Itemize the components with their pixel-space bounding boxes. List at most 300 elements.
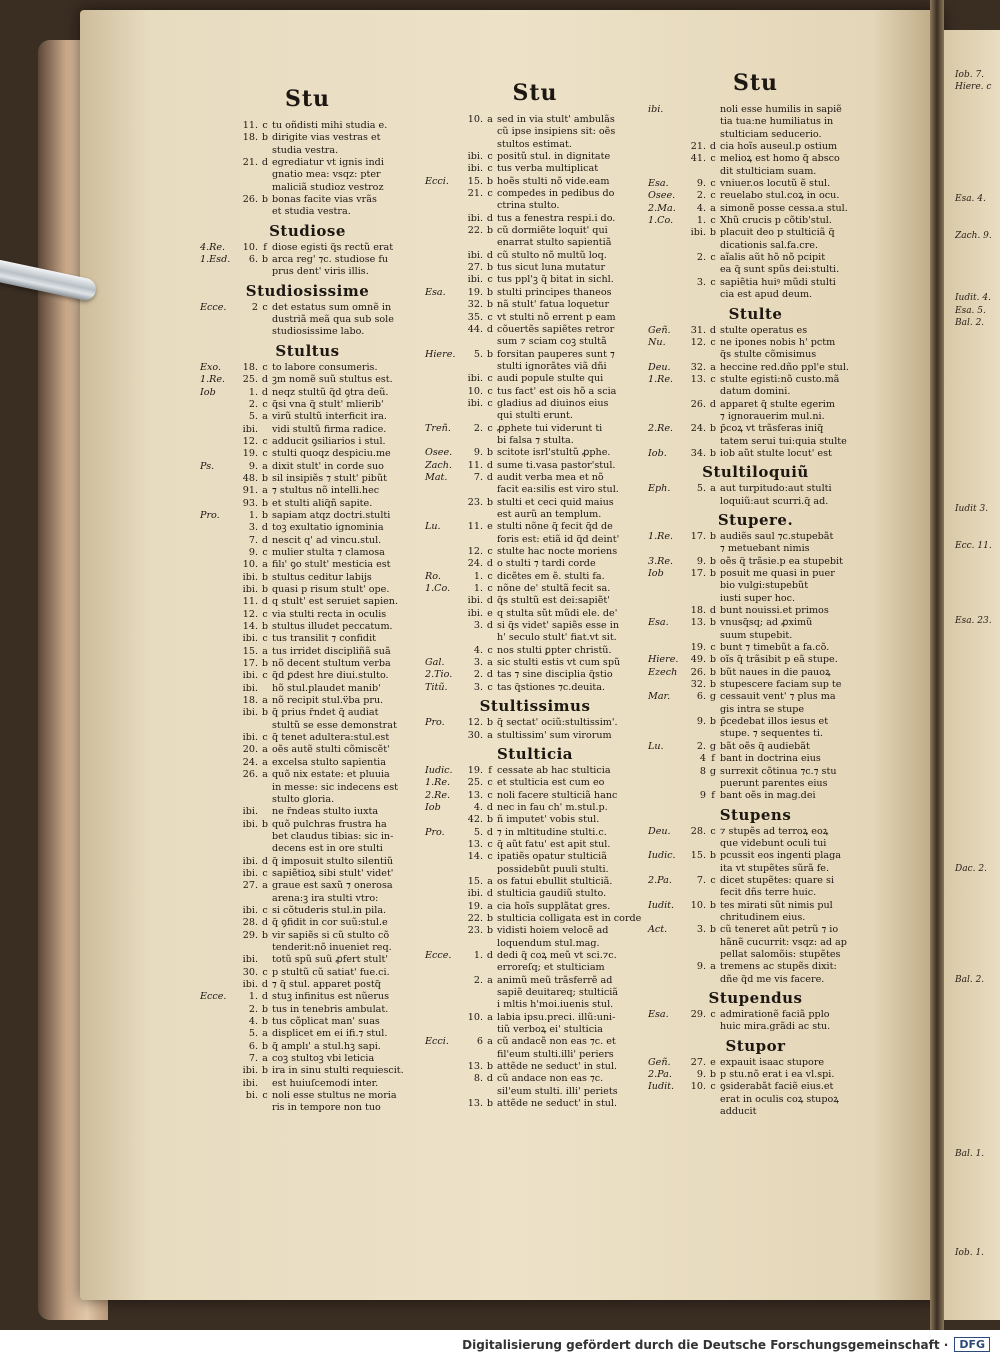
concordance-line <box>425 1012 645 1024</box>
book-reference: Ps. <box>200 460 215 472</box>
citation-text: ris in tempore non tuo <box>272 1102 381 1114</box>
chapter-number: 21. <box>690 141 706 153</box>
chapter-number: ibi. <box>690 227 706 239</box>
book-reference: 2.Pa. <box>648 1069 672 1081</box>
citation-text: positũ stul. in dignitate <box>497 151 611 163</box>
chapter-number: 10. <box>690 899 706 911</box>
book-reference <box>648 887 686 899</box>
book-reference <box>200 1053 238 1065</box>
book-reference <box>200 559 238 571</box>
section-letter: a <box>487 900 493 912</box>
facing-page-line: Iudit 3. <box>955 504 989 514</box>
concordance-line <box>200 169 415 181</box>
book-reference <box>200 1078 238 1090</box>
citation-text: reuelabo stul.coꝝ in ocu. <box>720 190 840 202</box>
chapter-number <box>238 182 258 194</box>
book-reference: Mat. <box>425 471 448 483</box>
citation-text: noli esse stultus ne moria <box>272 1090 397 1102</box>
section-letter: b <box>261 472 269 484</box>
chapter-number: 22. <box>467 912 483 924</box>
chapter-number: 15. <box>690 850 706 862</box>
book-gutter <box>930 0 944 1330</box>
section-letter: d <box>486 459 494 471</box>
chapter-number: 9. <box>696 1069 706 1081</box>
section-letter: a <box>262 645 268 657</box>
chapter-number: 19. <box>690 642 706 654</box>
book-reference <box>200 326 238 338</box>
concordance-line <box>425 987 645 999</box>
chapter-number <box>686 289 706 301</box>
chapter-number: 42. <box>467 814 483 826</box>
section-letter <box>706 289 720 301</box>
concordance-line <box>425 876 645 888</box>
book-reference: 2.Re. <box>648 423 674 435</box>
concordance-line <box>425 521 645 533</box>
book-reference: Ecci. <box>425 1036 449 1048</box>
concordance-line <box>425 950 645 962</box>
section-letter <box>706 436 720 448</box>
chapter-number: 15. <box>467 175 483 187</box>
chapter-number <box>686 104 706 116</box>
book-reference <box>200 707 238 719</box>
section-letter: c <box>487 583 493 595</box>
section-letter: c <box>262 732 268 744</box>
concordance-line <box>200 1078 415 1090</box>
section-letter: c <box>262 608 268 620</box>
section-letter <box>483 484 497 496</box>
citation-text: ne r̃ndeas stulto iuxta <box>272 806 379 818</box>
citation-text: datum domini. <box>720 386 791 398</box>
concordance-line <box>425 398 645 410</box>
book-reference <box>425 410 463 422</box>
book-reference <box>648 912 686 924</box>
book-reference: Ecci. <box>425 175 449 187</box>
citation-text: aut turpitudo:aut stulti <box>720 483 832 495</box>
section-letter <box>258 782 272 794</box>
citation-text: sapiẽ deuitareq; stulticiã <box>497 987 619 999</box>
book-reference <box>200 819 238 831</box>
book-reference <box>200 1004 238 1016</box>
section-letter: b <box>261 509 269 521</box>
concordance-line <box>200 145 415 157</box>
citation-text: dicationis sal.fa.cre. <box>720 239 818 251</box>
section-letter <box>483 237 497 249</box>
section-letter: b <box>261 132 269 144</box>
section-letter: a <box>487 114 493 125</box>
concordance-line <box>425 262 645 274</box>
chapter-number: 22. <box>467 225 483 237</box>
concordance-line <box>648 531 863 543</box>
book-reference <box>648 129 686 141</box>
chapter-number: 4. <box>473 801 483 813</box>
section-letter <box>706 1021 720 1033</box>
lemma-heading: Stulte <box>728 304 783 323</box>
concordance-line <box>425 163 645 175</box>
section-letter: c <box>710 276 716 288</box>
citation-text: stulti et ceci quid maius <box>497 496 614 508</box>
concordance-line <box>425 497 645 509</box>
concordance-line <box>425 657 645 669</box>
book-reference <box>200 609 238 621</box>
lemma-heading: Stupendus <box>708 989 803 1007</box>
concordance-line <box>200 856 415 868</box>
concordance-line <box>200 769 415 781</box>
chapter-number: 10. <box>467 385 483 397</box>
concordance-line <box>200 326 415 338</box>
citation-text: tus verba multiplicat <box>497 163 599 175</box>
book-reference <box>425 987 463 999</box>
chapter-number: 17. <box>690 530 706 542</box>
citation-text: prus dent' viris illis. <box>272 266 369 278</box>
citation-text: q̃si vna q̃ stult' mlierib' <box>272 398 384 410</box>
concordance-line <box>200 917 415 929</box>
concordance-line <box>648 1021 863 1033</box>
section-letter: c <box>262 966 268 978</box>
citation-text: simonẽ posse cessa.a stul. <box>720 202 848 214</box>
book-reference <box>200 942 238 954</box>
book-reference: Gal. <box>425 657 445 669</box>
book-reference <box>648 630 686 642</box>
funding-credit: Digitalisierung gefördert durch die Deutsche Forschungsgemeinschaft · <box>462 1337 949 1352</box>
section-letter <box>706 1106 720 1118</box>
concordance-line <box>200 967 415 979</box>
section-letter: c <box>487 397 493 409</box>
citation-text: quõ nix estate: et pluuia <box>272 769 390 781</box>
citation-text: loquendum stul.mag. <box>497 937 600 949</box>
chapter-number <box>463 126 483 138</box>
column-3 <box>648 70 863 1118</box>
citation-text: fil'eum stulti.illi' periers <box>497 1048 614 1060</box>
lemma-heading: Studiose <box>269 221 346 240</box>
column-running-head: Stu <box>284 86 331 112</box>
concordance-line <box>200 1053 415 1065</box>
book-reference: Hiere. <box>648 654 679 666</box>
section-letter: c <box>487 373 493 385</box>
book-reference: Iob <box>425 801 441 813</box>
chapter-number: 3. <box>696 276 706 288</box>
chapter-number <box>238 206 258 218</box>
section-letter: a <box>262 1028 268 1040</box>
chapter-number <box>686 1094 706 1106</box>
section-letter: b <box>709 530 717 542</box>
chapter-number <box>238 843 258 855</box>
chapter-number: 19. <box>242 448 258 460</box>
section-letter <box>706 593 720 605</box>
citation-text: bi falsa ⁊ stulta. <box>497 434 574 446</box>
book-reference <box>200 485 238 497</box>
concordance-line <box>200 646 415 658</box>
chapter-number: 10. <box>467 1011 483 1023</box>
citation-text: sil insipiẽs ⁊ stult' pibũt <box>272 472 387 484</box>
section-letter <box>706 104 720 116</box>
section-letter <box>706 912 720 924</box>
book-reference <box>425 274 463 286</box>
book-reference <box>425 250 463 262</box>
book-reference <box>425 262 463 274</box>
chapter-number: ibi. <box>242 633 258 645</box>
citation-text: stuꝫ infinitus est nũerus <box>272 991 390 1003</box>
book-reference: Iudit. <box>648 899 675 911</box>
chapter-number: 5. <box>248 411 258 423</box>
citation-text: to labore consumeris. <box>272 361 378 373</box>
section-letter: b <box>486 299 494 311</box>
concordance-line <box>425 864 645 876</box>
chapter-number: 5. <box>473 348 483 360</box>
citation-text: q̃ tenet adultera:stul.est <box>272 732 390 744</box>
concordance-line <box>648 362 863 374</box>
concordance-line <box>425 999 645 1011</box>
book-reference: Mar. <box>648 691 671 703</box>
citation-text: bet claudus tibias: sic in- <box>272 830 394 842</box>
book-reference <box>425 558 463 570</box>
citation-text: stulti principes thaneos <box>497 286 612 298</box>
concordance-line <box>200 254 415 266</box>
section-letter: b <box>709 617 717 629</box>
section-letter: d <box>261 979 269 990</box>
concordance-line <box>425 913 645 925</box>
book-reference: 2.Pa. <box>648 874 672 886</box>
chapter-number: 10. <box>690 1081 706 1093</box>
chapter-number: 6. <box>248 1040 258 1052</box>
concordance-line <box>200 843 415 855</box>
book-reference <box>648 252 686 264</box>
citation-text: neqz stultũ q̃d ꝯtra deũ. <box>272 386 389 398</box>
concordance-line <box>648 863 863 875</box>
book-reference: 1.Co. <box>648 215 674 227</box>
section-letter: c <box>262 633 268 645</box>
book-reference <box>200 1016 238 1028</box>
concordance-line <box>648 642 863 654</box>
section-letter: b <box>709 447 717 459</box>
concordance-line <box>648 129 863 141</box>
chapter-number <box>686 580 706 592</box>
concordance-line <box>648 704 863 716</box>
chapter-number: 20. <box>242 744 258 756</box>
citation-text: vnusq̃sq; ad ꝓximũ <box>720 617 813 629</box>
chapter-number: 9. <box>696 961 706 973</box>
citation-text: sapiẽtioꝝ sibi stult' videt' <box>272 867 394 879</box>
section-letter: c <box>487 777 493 789</box>
citation-text: nos stulti ꝑpter christũ. <box>497 644 612 656</box>
citation-text: nõ recipit stul.v̈ba pru. <box>272 695 384 707</box>
book-reference <box>200 498 238 510</box>
book-reference <box>648 778 686 790</box>
book-reference <box>200 658 238 670</box>
concordance-line <box>648 937 863 949</box>
section-letter: a <box>710 961 716 973</box>
section-letter: b <box>709 679 717 691</box>
citation-text: dixit stult' in corde suo <box>272 460 384 472</box>
chapter-number <box>686 264 706 276</box>
chapter-number: 2. <box>696 740 706 752</box>
citation-text: ⁊ metuebant nimis <box>720 543 810 555</box>
book-reference <box>648 289 686 301</box>
citation-text: ea q̃ sunt spũs dei:stulti. <box>720 264 840 276</box>
citation-text: et studia vestra. <box>272 206 351 218</box>
concordance-line <box>648 1009 863 1021</box>
chapter-number: 3. <box>473 681 483 693</box>
concordance-line <box>648 436 863 448</box>
chapter-number: ibi. <box>242 1077 258 1089</box>
section-letter: b <box>486 286 494 298</box>
section-letter: a <box>487 1036 493 1048</box>
chapter-number: 26. <box>242 769 258 781</box>
concordance-line <box>200 621 415 633</box>
lemma-heading: Stultissimus <box>479 697 591 716</box>
book-reference <box>200 757 238 769</box>
lemma-heading: Stulticia <box>496 744 574 763</box>
book-reference <box>425 1061 463 1073</box>
citation-text: et stulticia est cum eo <box>497 777 605 789</box>
citation-text: tas ⁊ sine disciplia q̃stio <box>497 669 613 681</box>
section-letter: d <box>486 558 494 570</box>
section-letter: a <box>262 559 268 571</box>
concordance-line <box>425 299 645 311</box>
book-reference: Treñ. <box>425 422 451 434</box>
citation-text: diose egisti q̃s rectũ erat <box>272 241 394 253</box>
citation-text: et stulti aliq̃ñ sapite. <box>272 497 373 509</box>
concordance-line <box>425 1049 645 1061</box>
citation-text: oẽs q̃ trãsie.p ea stupebit <box>720 555 843 567</box>
citation-text: bonas facite vias vrãs <box>272 194 377 206</box>
book-reference <box>648 141 686 153</box>
section-letter: c <box>262 448 268 460</box>
book-reference: 1.Re. <box>648 373 674 385</box>
concordance-line <box>648 753 863 765</box>
section-letter: c <box>710 252 716 264</box>
citation-text: vidi stultũ firma radice. <box>272 423 387 435</box>
citation-text: bunt ⁊ timebũt a fa.cõ. <box>720 642 830 654</box>
book-reference <box>425 163 463 175</box>
citation-text: cũ ipse insipiens sit: oẽs <box>497 126 616 138</box>
book-reference: Ecce. <box>200 991 227 1003</box>
section-letter <box>483 1024 497 1036</box>
chapter-number: 19. <box>467 286 483 298</box>
concordance-line <box>425 717 645 729</box>
section-letter: c <box>487 838 493 850</box>
citation-text: sapiẽtia huiꝰ mũdi stulti <box>720 276 836 288</box>
chapter-number: 31. <box>690 324 706 336</box>
citation-text: chritudinem eius. <box>720 911 806 923</box>
chapter-number: 23. <box>467 925 483 937</box>
section-letter: d <box>709 141 717 153</box>
chapter-number <box>686 411 706 423</box>
chapter-number <box>686 887 706 899</box>
section-letter: b <box>709 850 717 862</box>
section-letter <box>706 240 720 252</box>
book-reference <box>200 868 238 880</box>
concordance-line <box>200 633 415 645</box>
section-letter <box>706 863 720 875</box>
citation-text: sil'eum stulti. illi' periets <box>497 1085 618 1097</box>
concordance-line <box>648 1081 863 1093</box>
concordance-line <box>200 485 415 497</box>
section-letter <box>258 942 272 954</box>
book-reference <box>200 831 238 843</box>
concordance-line <box>425 925 645 937</box>
citation-text: bant oẽs in mag.dei <box>720 790 816 802</box>
book-reference: Iob <box>200 386 216 398</box>
concordance-line <box>648 277 863 289</box>
chapter-number: 21. <box>242 157 258 169</box>
chapter-number <box>463 484 483 496</box>
citation-text: stultus illudet peccatum. <box>272 621 393 633</box>
citation-text: stulti nõne q̃ fecit q̃d de <box>497 521 613 533</box>
lemma-heading: Stupere. <box>717 510 794 529</box>
citation-text: h' seculo stult' fiat.vt sit. <box>497 632 617 644</box>
section-letter: b <box>709 924 717 936</box>
book-reference <box>425 864 463 876</box>
citation-text: q stulta sũt mũdi ele. de' <box>497 607 618 619</box>
book-reference <box>425 336 463 348</box>
section-letter: c <box>710 178 716 190</box>
citation-text: q̃ sectat' ociũ:stultissim'. <box>497 717 618 729</box>
concordance-line <box>200 535 415 547</box>
facing-page-line: Zach. 9. <box>955 231 992 242</box>
section-letter: d <box>261 596 269 608</box>
concordance-line <box>648 178 863 190</box>
book-reference <box>425 608 463 620</box>
section-letter: b <box>486 814 494 826</box>
citation-text: p stultũ cũ satiat' fue.ci. <box>272 966 390 978</box>
concordance-line <box>200 1065 415 1077</box>
citation-text: vidisti hoiem velocẽ ad <box>497 925 609 937</box>
book-reference <box>200 646 238 658</box>
chapter-number: 3. <box>473 657 483 669</box>
book-reference <box>648 704 686 716</box>
book-reference <box>425 1012 463 1024</box>
section-letter: g <box>709 740 717 752</box>
section-letter: c <box>710 336 716 348</box>
book-reference <box>425 938 463 950</box>
concordance-line <box>200 522 415 534</box>
section-letter <box>483 361 497 373</box>
citation-text: stultũ se esse demonstrat <box>272 719 397 731</box>
section-letter: g <box>709 691 717 703</box>
section-letter: d <box>261 991 269 1003</box>
concordance-line <box>425 386 645 398</box>
citation-text: hõ stul.plaudet manib' <box>272 682 381 694</box>
concordance-line <box>648 850 863 862</box>
chapter-number <box>463 1049 483 1061</box>
facing-page-line: Esa. 5. <box>955 305 986 316</box>
chapter-number <box>686 838 706 850</box>
chapter-number <box>686 496 706 508</box>
concordance-line <box>425 250 645 262</box>
facing-page-line: Ecc. 11. <box>955 541 992 552</box>
section-letter: f <box>263 241 267 253</box>
book-reference: Esa. <box>648 1009 669 1020</box>
book-reference <box>200 1090 238 1102</box>
section-letter <box>258 954 272 966</box>
concordance-line <box>648 679 863 691</box>
section-letter: b <box>709 568 717 579</box>
book-reference <box>648 728 686 740</box>
book-reference <box>648 863 686 875</box>
facing-page <box>944 30 1000 1320</box>
section-letter: b <box>261 707 269 719</box>
citation-text: fecit dñs terre huic. <box>720 887 817 899</box>
concordance-line <box>200 658 415 670</box>
book-reference <box>200 120 238 132</box>
chapter-number: ibi. <box>242 904 258 916</box>
section-letter: c <box>262 361 268 373</box>
citation-text: audit verba mea et nõ <box>497 471 604 483</box>
chapter-number: 32. <box>690 361 706 373</box>
section-letter <box>706 937 720 949</box>
citation-text: scitote isrl'stultũ ꝓphe. <box>497 447 611 459</box>
chapter-number: 24. <box>467 558 483 570</box>
